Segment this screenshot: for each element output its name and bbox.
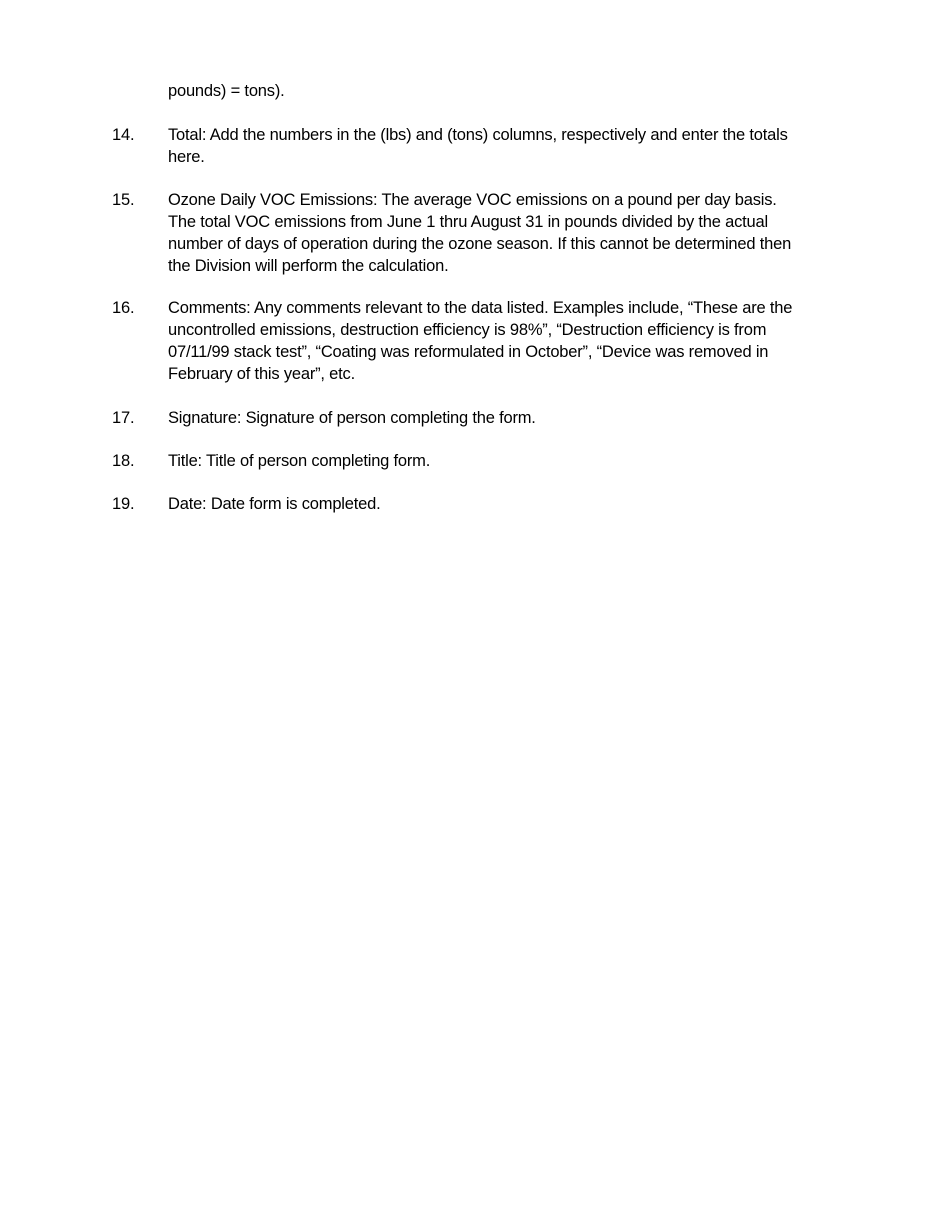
item-text xyxy=(168,407,836,429)
item-text xyxy=(168,297,836,385)
item-number: 16. xyxy=(112,299,135,317)
continuation-text: pounds) = tons). xyxy=(168,82,285,100)
item-number: 14. xyxy=(112,126,135,144)
item-number: 18. xyxy=(112,452,135,470)
item-line: Signature: Signature of person completing the form. xyxy=(168,409,536,427)
item-text xyxy=(168,450,836,472)
item-line: uncontrolled emissions, destruction efficiency is 98%”, “Destruction efficiency is from xyxy=(168,321,767,339)
item-line: Ozone Daily VOC Emissions: The average VOC emissions on a pound per day basis. xyxy=(168,191,777,209)
item-line: Title: Title of person completing form. xyxy=(168,452,431,470)
instruction-item-14 xyxy=(112,124,842,168)
item-number: 19. xyxy=(112,495,135,513)
item-text xyxy=(168,189,836,277)
item-number: 15. xyxy=(112,191,135,209)
instruction-item-15 xyxy=(112,189,842,277)
item-line: 07/11/99 stack test”, “Coating was reformulated in October”, “Device was removed in xyxy=(168,343,769,361)
item-line: number of days of operation during the ozone season. If this cannot be determined then xyxy=(168,235,792,253)
item-number: 17. xyxy=(112,409,135,427)
instruction-item-18 xyxy=(112,450,842,472)
item-line: the Division will perform the calculation. xyxy=(168,257,449,275)
item-line: The total VOC emissions from June 1 thru August 31 in pounds divided by the actual xyxy=(168,213,768,231)
item-line: Total: Add the numbers in the (lbs) and (tons) columns, respectively and enter the totals xyxy=(168,126,788,144)
instruction-item-19 xyxy=(112,493,842,515)
item-line: February of this year”, etc. xyxy=(168,365,355,383)
item-line: Date: Date form is completed. xyxy=(168,495,381,513)
item-text xyxy=(168,124,836,168)
item-line: Comments: Any comments relevant to the data listed. Examples include, “These are the xyxy=(168,299,793,317)
instruction-item-17 xyxy=(112,407,842,429)
instruction-item-16 xyxy=(112,297,842,385)
item-text xyxy=(168,493,836,515)
item-line: here. xyxy=(168,148,205,166)
